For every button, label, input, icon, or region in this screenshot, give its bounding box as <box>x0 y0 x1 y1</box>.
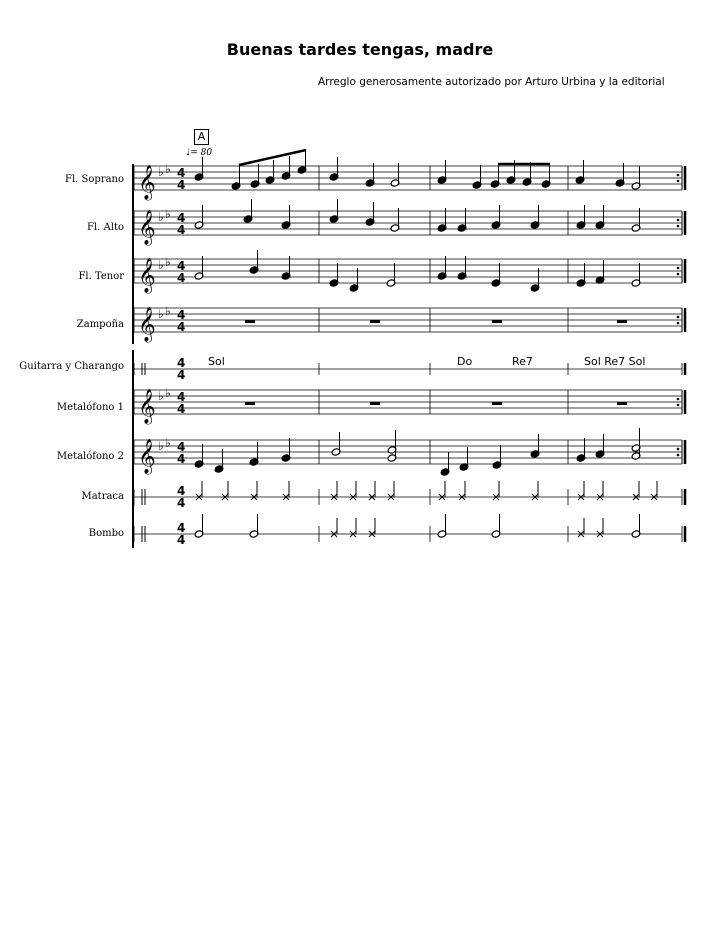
rehearsal-mark: A <box>194 129 209 145</box>
repeat-dot <box>677 448 680 451</box>
treble-clef-icon: 𝄞 <box>138 307 156 342</box>
instrument-label-matraca: Matraca <box>81 491 124 502</box>
notes-group <box>194 150 657 538</box>
time-sig-numerator: 4 <box>177 521 186 535</box>
whole-rest-icon <box>492 320 502 323</box>
time-sig-numerator: 4 <box>177 440 186 454</box>
repeat-dot <box>677 316 680 319</box>
treble-clef-icon: 𝄞 <box>138 210 156 245</box>
whole-rest-icon <box>245 402 255 405</box>
flat-icon: ♭ <box>158 165 164 179</box>
whole-rest-icon <box>492 402 502 405</box>
time-sig-numerator: 4 <box>177 166 186 180</box>
time-sig-denominator: 4 <box>177 533 186 547</box>
instrument-label-fl-tenor: Fl. Tenor <box>78 271 124 282</box>
chord-label: Sol Re7 Sol <box>584 355 646 368</box>
instrument-label-guitarra-charango: Guitarra y Charango <box>19 361 124 372</box>
time-sig-denominator: 4 <box>177 271 186 285</box>
repeat-dot <box>677 267 680 270</box>
time-sig-numerator: 4 <box>177 308 186 322</box>
time-sig-numerator: 4 <box>177 211 186 225</box>
quarter-note-icon: ♩ <box>186 148 191 158</box>
time-sig-numerator: 4 <box>177 259 186 273</box>
treble-clef-icon: 𝄞 <box>138 439 156 474</box>
repeat-dot <box>677 174 680 177</box>
repeat-dot <box>677 398 680 401</box>
time-sig-numerator: 4 <box>177 390 186 404</box>
repeat-dot <box>677 454 680 457</box>
chord-label: Do <box>457 355 473 368</box>
repeat-dot <box>677 219 680 222</box>
flat-icon: ♭ <box>158 258 164 272</box>
beam <box>239 150 306 165</box>
tempo-marking: ♩= 80 <box>186 148 213 158</box>
repeat-dot <box>677 180 680 183</box>
flat-icon: ♭ <box>158 210 164 224</box>
flat-icon: ♭ <box>158 307 164 321</box>
flat-icon: ♭ <box>165 207 171 221</box>
arrangement-credit: Arreglo generosamente autorizado por Arturo Urbina y la editorial <box>318 76 665 88</box>
whole-rest-icon <box>370 320 380 323</box>
flat-icon: ♭ <box>165 255 171 269</box>
treble-clef-icon: 𝄞 <box>138 389 156 424</box>
flat-icon: ♭ <box>165 304 171 318</box>
repeat-dot <box>677 273 680 276</box>
treble-clef-icon: 𝄞 <box>138 258 156 293</box>
chord-label: Sol <box>208 355 225 368</box>
staves-group <box>133 162 685 548</box>
instrument-label-zampona: Zampoña <box>76 319 124 330</box>
instrument-label-metalofono-1: Metalófono 1 <box>56 402 124 413</box>
time-sig-denominator: 4 <box>177 178 186 192</box>
flat-icon: ♭ <box>158 389 164 403</box>
flat-icon: ♭ <box>165 386 171 400</box>
time-sig-numerator: 4 <box>177 484 186 498</box>
time-sig-denominator: 4 <box>177 402 186 416</box>
page-title: Buenas tardes tengas, madre <box>226 40 494 59</box>
time-sig-denominator: 4 <box>177 368 186 382</box>
flat-icon: ♭ <box>158 439 164 453</box>
repeat-dot <box>677 225 680 228</box>
time-sig-denominator: 4 <box>177 452 186 466</box>
flat-icon: ♭ <box>165 436 171 450</box>
repeat-dot <box>677 404 680 407</box>
treble-clef-icon: 𝄞 <box>138 165 156 200</box>
time-sig-numerator: 4 <box>177 356 186 370</box>
instrument-label-fl-soprano: Fl. Soprano <box>65 174 124 185</box>
whole-rest-icon <box>245 320 255 323</box>
whole-rest-icon <box>617 402 627 405</box>
whole-rest-icon <box>617 320 627 323</box>
time-sig-denominator: 4 <box>177 320 186 334</box>
time-sig-denominator: 4 <box>177 223 186 237</box>
chord-label: Re7 <box>512 355 533 368</box>
whole-rest-icon <box>370 402 380 405</box>
instrument-label-fl-alto: Fl. Alto <box>87 222 124 233</box>
time-sig-denominator: 4 <box>177 496 186 510</box>
repeat-dot <box>677 322 680 325</box>
flat-icon: ♭ <box>165 162 171 176</box>
instrument-label-bombo: Bombo <box>88 528 124 539</box>
instrument-label-metalofono-2: Metalófono 2 <box>56 451 124 462</box>
